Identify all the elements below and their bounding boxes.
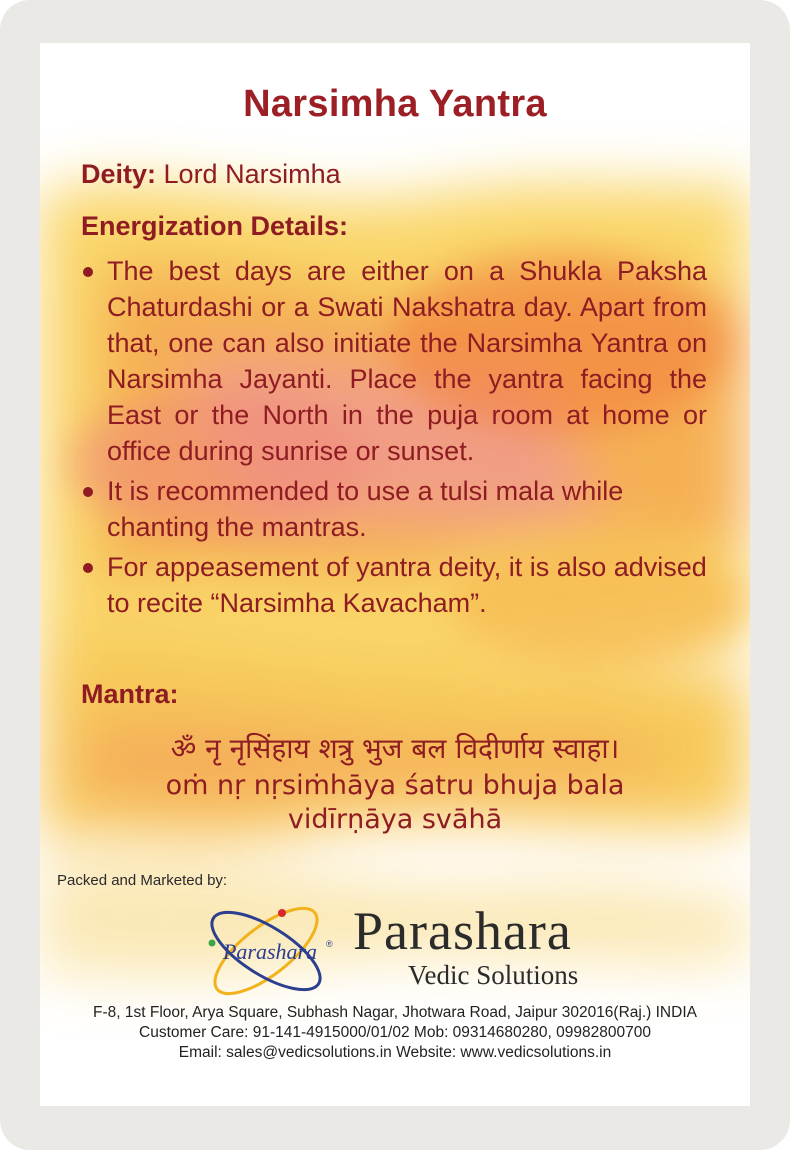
list-item: [81, 253, 707, 469]
energization-heading: Energization Details:: [81, 211, 349, 241]
brand-block: [353, 901, 578, 989]
parashara-logo: [198, 899, 338, 999]
logo-wordmark: Parashara: [222, 939, 318, 964]
list-item: [81, 549, 707, 621]
list-item-text: The best days are either on a Shukla Paksha Chaturdashi or a Swati Nakshatra day. Apart from that, one can also initiate the Narsimha Yantra on Narsimha Jayanti. Place the yantra facing the East or the North in the puja room at home or office during sunrise or sunset.: [107, 256, 707, 466]
deity-line: [81, 159, 341, 190]
energization-list: [81, 253, 707, 625]
email-website-line: Email: sales@vedicsolutions.in Website: www.vedicsolutions.in: [178, 1044, 612, 1061]
mantra-transliteration: oṁ nṛ nṛsiṁhāya śatru bhuja bala vidīrṇāya svāhā: [165, 770, 625, 835]
deity-value: Lord Narsimha: [163, 159, 341, 189]
yantra-card: [40, 43, 750, 1106]
deity-label: Deity:: [81, 159, 157, 189]
brand-name: Parashara: [353, 901, 572, 961]
mantra-devanagari: ॐ नृ नृसिंहाय शत्रु भुज बल विदीर्णाय स्वाहा।: [170, 732, 620, 765]
logo-registered-mark: ®: [326, 939, 333, 949]
packed-by-label: Packed and Marketed by:: [57, 872, 228, 889]
address-line: F-8, 1st Floor, Arya Square, Subhash Nagar, Jhotwara Road, Jaipur 302016(Raj.) INDIA: [93, 1004, 697, 1021]
bullet-icon: [83, 267, 93, 277]
list-item-text: For appeasement of yantra deity, it is also advised to recite “Narsimha Kavacham”.: [107, 552, 707, 618]
mantra-heading: Mantra:: [81, 679, 179, 709]
contact-address: [40, 1003, 750, 1063]
brand-subtitle: Vedic Solutions: [408, 960, 579, 990]
list-item-text: It is recommended to use a tulsi mala while chanting the mantras.: [107, 476, 624, 542]
bullet-icon: [83, 487, 93, 497]
page-title: Narsimha Yantra: [243, 83, 547, 125]
customer-care-line: Customer Care: 91-141-4915000/01/02 Mob: 09314680280, 09982800700: [139, 1024, 651, 1041]
list-item: [81, 473, 707, 545]
bullet-icon: [83, 563, 93, 573]
